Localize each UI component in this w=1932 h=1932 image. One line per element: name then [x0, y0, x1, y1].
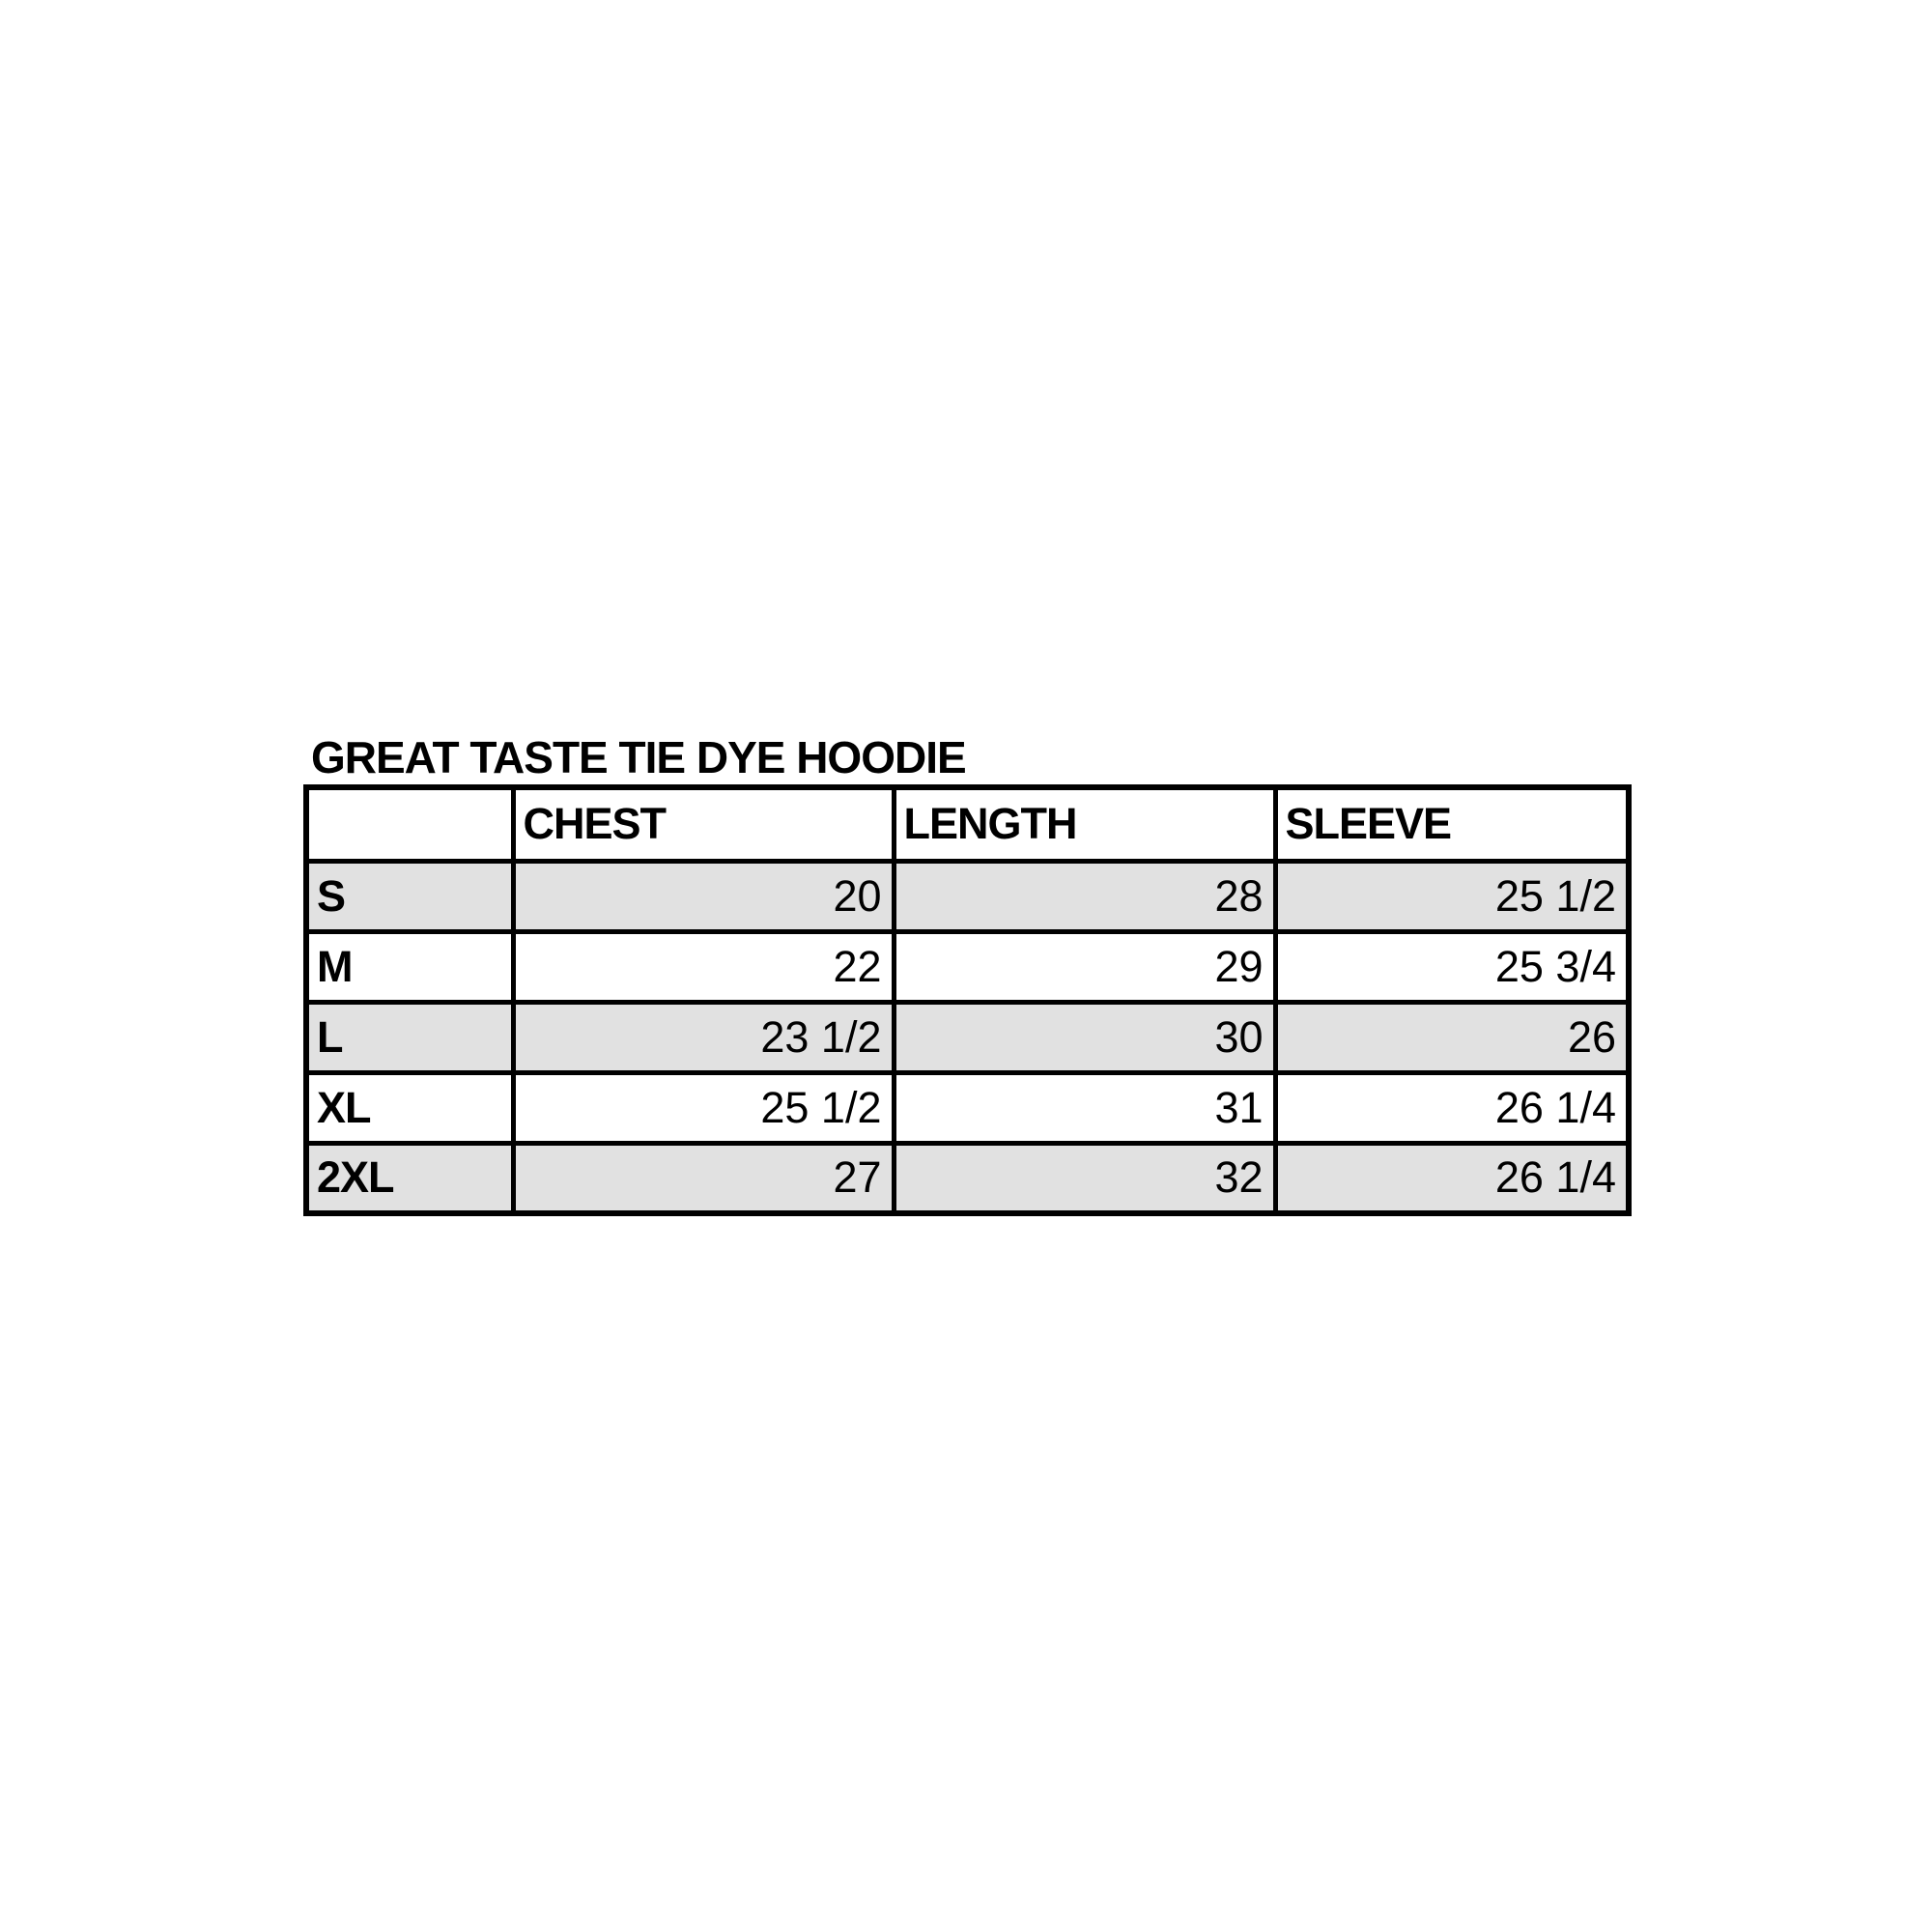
row-label-size: L [306, 1002, 513, 1072]
size-chart-table [303, 784, 1632, 1216]
header-cell-corner [306, 787, 513, 861]
row-label-size: S [306, 861, 513, 931]
table-row-l [306, 1002, 1629, 1072]
cell-sleeve-value: 26 1/4 [1275, 1072, 1629, 1143]
table-row-xl [306, 1072, 1629, 1143]
table-row-2xl [306, 1143, 1629, 1213]
cell-sleeve-value: 26 [1275, 1002, 1629, 1072]
cell-sleeve-value: 25 3/4 [1275, 931, 1629, 1002]
row-label-size: XL [306, 1072, 513, 1143]
size-chart-title: GREAT TASTE TIE DYE HOODIE [311, 732, 966, 782]
cell-length-value: 31 [894, 1072, 1275, 1143]
cell-chest-value: 20 [513, 861, 894, 931]
cell-length-value: 29 [894, 931, 1275, 1002]
table-row-m [306, 931, 1629, 1002]
cell-chest-value: 22 [513, 931, 894, 1002]
header-cell-length: LENGTH [894, 787, 1275, 861]
header-row [306, 787, 1629, 861]
cell-sleeve-value: 26 1/4 [1275, 1143, 1629, 1213]
row-label-size: M [306, 931, 513, 1002]
cell-chest-value: 27 [513, 1143, 894, 1213]
cell-length-value: 28 [894, 861, 1275, 931]
cell-chest-value: 25 1/2 [513, 1072, 894, 1143]
row-label-size: 2XL [306, 1143, 513, 1213]
header-cell-chest: CHEST [513, 787, 894, 861]
cell-length-value: 32 [894, 1143, 1275, 1213]
table-row-s [306, 861, 1629, 931]
cell-length-value: 30 [894, 1002, 1275, 1072]
cell-sleeve-value: 25 1/2 [1275, 861, 1629, 931]
cell-chest-value: 23 1/2 [513, 1002, 894, 1072]
header-cell-sleeve: SLEEVE [1275, 787, 1629, 861]
